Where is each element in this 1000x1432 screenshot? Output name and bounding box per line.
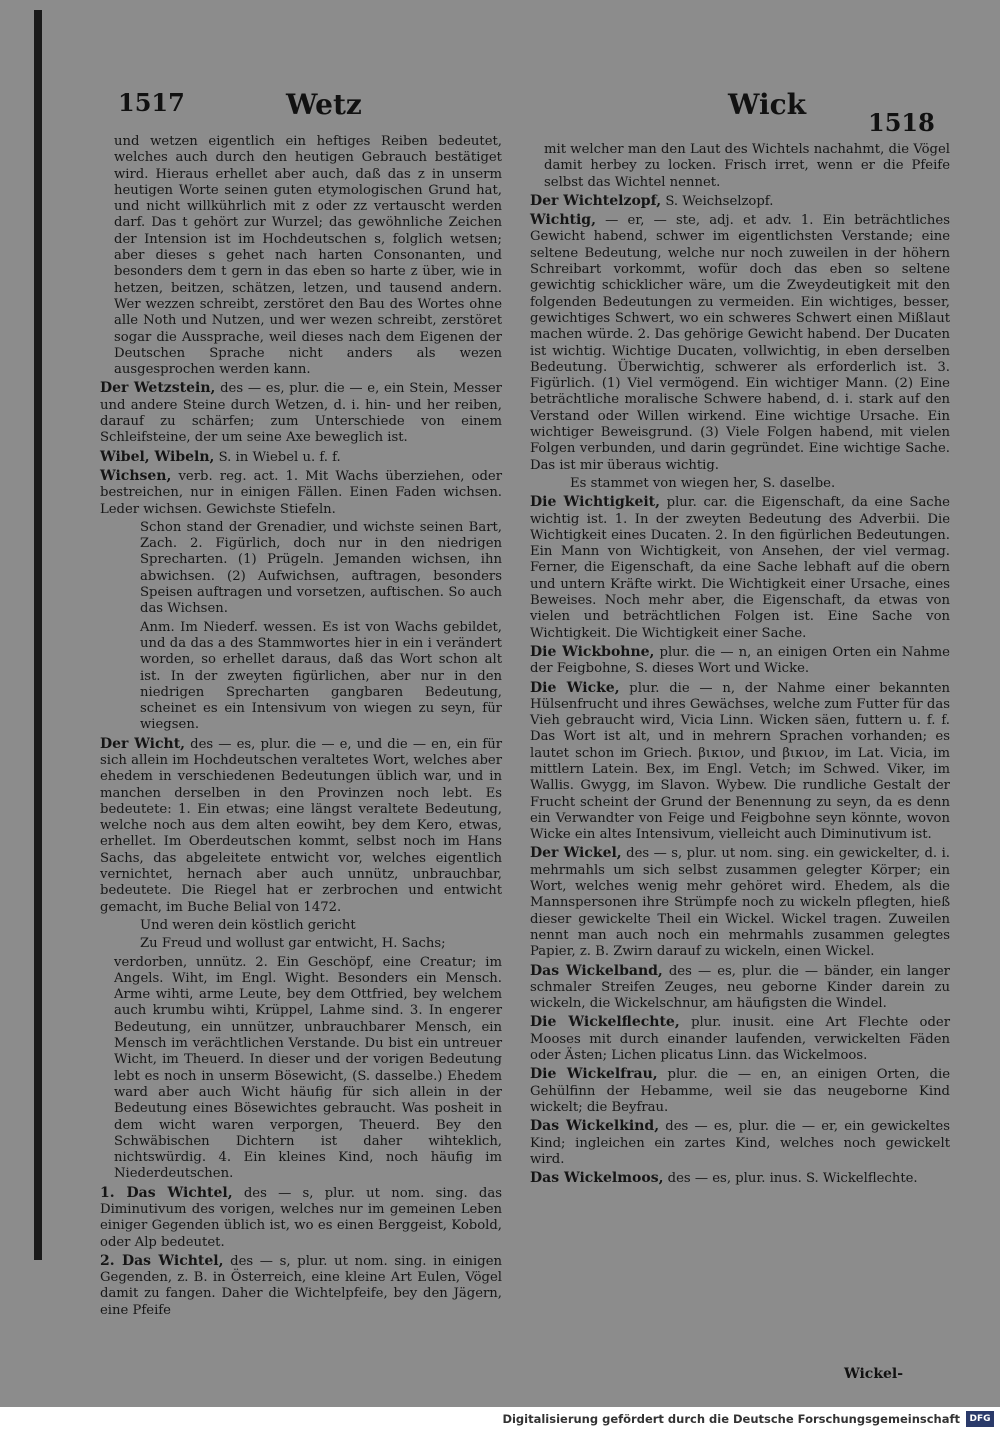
dictionary-entry (530, 494, 950, 642)
dictionary-entry (100, 955, 502, 1183)
dictionary-entry (530, 644, 950, 678)
left-column (100, 134, 502, 1321)
entry-lemma: Der Wickel, (530, 845, 622, 862)
entry-text: plur. die — n, an einigen Orten ein Nahme der Feigbohne, S. dieses Wort und Wicke. (530, 644, 950, 677)
entry-lemma: 2. Das Wichtel, (100, 1252, 224, 1269)
entry-lemma: Die Wickelfrau, (530, 1066, 658, 1083)
dictionary-entry (530, 963, 950, 1013)
dictionary-entry (100, 1185, 502, 1251)
entry-lemma: Das Wickelkind, (530, 1118, 660, 1135)
dictionary-entry (100, 520, 502, 618)
entry-lemma: 1. Das Wichtel, (100, 1184, 233, 1201)
entry-lemma: Der Wetzstein, (100, 380, 216, 397)
entry-lemma: Wichsen, (100, 467, 172, 484)
entry-lemma: Die Wickelflechte, (530, 1014, 680, 1031)
dictionary-entry (530, 476, 950, 492)
entry-text: Zu Freud und wollust gar entwicht, H. Sachs; (140, 936, 446, 952)
dfg-logo: DFG (966, 1411, 994, 1427)
entry-text: plur. die — n, der Nahme einer bekannten Hülsenfrucht und ihres Gewächses, welche zum Futter für das Vieh gebraucht wird, Vicia Linn. Wicken säen, futtern u. f. f. Das Wort ist alt, und in mehrern Sprachen vorhanden; es lautet schon im Griech. βικιον, und βικιον, im Lat. Vicia, im mittlern Latein. Bex, im Engl. Vetch; im Schwed. Viker, im Wallis. Gwygg, im Slavon. Wybew. Die rundliche Gestalt der Frucht scheint der Grund der Benennung zu seyn, da es denn ein Verwandter von Feige und Feigbohne seyn könnte, wovon Wicke ein altes Intensivum, vielleicht auch Diminutivum ist. (530, 680, 950, 843)
dictionary-entry (100, 134, 502, 378)
entry-text: des — es, plur. inus. S. Wickelflechte. (663, 1171, 918, 1187)
entry-lemma: Die Wichtigkeit, (530, 494, 661, 511)
entry-text: Und weren dein köstlich gericht (140, 917, 356, 933)
entry-text: des — s, plur. ut nom. sing. in einigen Gegenden, z. B. in Österreich, eine kleine Art Eulen, Vögel damit zu fangen. Daher die Wichtelpfeife, bey den Jägern, eine Pfeife (100, 1253, 502, 1318)
entry-lemma: Der Wicht, (100, 735, 186, 752)
dictionary-entry (530, 1014, 950, 1064)
dictionary-entry (100, 380, 502, 446)
entry-text: des — es, plur. die — er, ein gewickeltes Kind; ingleichen ein zartes Kind, welches noch gewickelt wird. (530, 1119, 950, 1167)
dictionary-entry (100, 620, 502, 734)
dictionary-entry (100, 449, 502, 466)
footer-bar (0, 1407, 1000, 1432)
page-number-right: 1518 (868, 108, 935, 137)
entry-text: des — s, plur. ut nom. sing. ein gewickelter, d. i. mehrmahls um sich selbst zusammen gelegter Körper; ein Wort, welches wenig mehr gehöret wird. Ehedem, als die Mannspersonen ihre Strümpfe noch zu wickeln pflegten, hieß dieser gewickelte Theil ein Wickel. Wickel tragen. Zuweilen nennt man auch noch ein mehrmahls zusammen gelegtes Papier, z. B. Zwirn darauf zu wickeln, einen Wickel. (530, 846, 950, 960)
entry-text: verdorben, unnütz. 2. Ein Geschöpf, eine Creatur; im Angels. Wiht, im Engl. Wight. Besonders ein Mensch. Arme wihti, arme Leute, bey dem Ottfried, bey welchem auch krumbu wihti, Krüppel, Lahme sind. 3. In engerer Bedeutung, ein unnützer, unbrauchbarer Mensch, ein Mensch im verächtlichen Verstande. Du bist ein untreuer Wicht, im Theuerd. In dieser und der vorigen Bedeutung lebt es noch in unserm Bösewicht, (S. dasselbe.) Ehedem ward aber auch Wicht häufig für sich allein in der Bedeutung eines Bösewichtes gebraucht. Was posheit in dem wicht waren verporgen, Theuerd. Bey den Schwäbischen Dichtern ist daher wihteklich, nichtswürdig. 4. Ein kleines Kind, noch häufig im Niederdeutschen. (114, 954, 502, 1182)
dictionary-entry (530, 1118, 950, 1168)
entry-lemma: Die Wicke, (530, 679, 620, 696)
entry-text: des — es, plur. die — bänder, ein langer schmaler Streifen Zeuges, neu geborne Kinder darein zu wickeln, die Wickelschnur, am häufigsten die Windel. (530, 963, 950, 1012)
entry-text: — er, — ste, adj. et adv. 1. Ein beträchtliches Gewicht habend, schwer im eigentlichsten Verstande; eine seltene Bedeutung, welche nur noch zuweilen in der höhern Schreibart vorkommt, wofür doch das eben so seltene gewichtig schicklicher wäre, um die Zweydeutigkeit mit den folgenden Bedeutungen zu vermeiden. Ein wichtiges, besser, gewichtiges Schwert, wo ein schweres Schwert einen Mißlaut machen würde. 2. Das gehörige Gewicht habend. Der Ducaten ist wichtig. Wichtige Ducaten, vollwichtig, in eben derselben Bedeutung. Überwichtig, schwerer als erforderlich ist. 3. Figürlich. (1) Viel vermögend. Ein wichtiger Mann. (2) Eine beträchtliche moralische Schwere habend, d. i. stark auf den Verstand oder Willen wirkend. Eine wichtige Ursache. Ein wichtiger Beweisgrund. (3) Viele Folgen habend, mit vielen Folgen verbunden, und darin gegründet. Eine wichtige Sache. Das ist mir überaus wichtig. (530, 213, 950, 473)
entry-text: Anm. Im Niederf. wessen. Es ist von Wachs gebildet, und da das a des Stammwortes hier in ein i verändert worden, so erhellet daraus, daß das Wort schon alt ist. In der zweyten figürlichen, aber nur in den niedrigen Sprecharten gangbaren Bedeutung, scheinet es ein Intensivum von wiegen zu seyn, für wiegsen. (140, 619, 502, 733)
entry-text: plur. inusit. eine Art Flechte oder Mooses mit durch einander laufenden, verwickelten Fäden oder Ästen; Lichen plicatus Linn. das Wickelmoos. (530, 1015, 950, 1064)
entry-lemma: Wichtig, (530, 212, 596, 229)
dictionary-entry (530, 193, 950, 210)
entry-text: Es stammet von wiegen her, S. daselbe. (570, 475, 836, 491)
entry-text: des — es, plur. die — e, ein Stein, Messer und andere Steine durch Wetzen, d. i. hin- und her reiben, darauf zu schärfen; zum Unterschiede von einem Schleifsteine, der um seine Axe beweglich ist. (100, 381, 502, 446)
dictionary-entry (530, 1170, 950, 1187)
catchword: Wickel- (844, 1366, 904, 1382)
entry-text: verb. reg. act. 1. Mit Wachs überziehen, oder bestreichen, nur in einigen Fällen. Einen Faden wichsen. Leder wichsen. Gewichste Stiefeln. (100, 468, 502, 517)
entry-lemma: Der Wichtelzopf, (530, 192, 662, 209)
entry-lemma: Wibel, Wibeln, (100, 448, 215, 465)
entry-text: des — es, plur. die — e, und die — en, ein für sich allein im Hochdeutschen veraltetes Wort, welches aber ehedem in verschiedenen Bedeutungen üblich war, und in manchen derselben in den Provinzen noch lebt. Es bedeutete: 1. Ein etwas; eine längst veraltete Bedeutung, welche noch aus dem alten eowiht, bey dem Kero, etwas, erhellet. Im Oberdeutschen kommt, selbst noch im Hans Sachs, das abgeleitete entwicht vor, welches eigentlich vernichtet, hernach aber auch unnütz, unbrauchbar, bedeutete. Die Riegel hat er zerbrochen und entwicht gemacht, im Buche Belial von 1472. (100, 736, 502, 915)
footer-credit: Digitalisierung gefördert durch die Deutsche Forschungsgemeinschaft (502, 1412, 960, 1426)
entry-text: Schon stand der Grenadier, und wichste seinen Bart, Zach. 2. Figürlich, doch nur in den niedrigen Sprecharten. (1) Prügeln. Jemanden wichsen, ihn abwichsen. (2) Aufwichsen, auftragen, besonders Speisen auftragen und vorsetzen, auftischen. So auch das Wichsen. (140, 519, 502, 617)
entry-text: mit welcher man den Laut des Wichtels nachahmt, die Vögel damit herbey zu locken. Frisch irret, wenn er die Pfeife selbst das Wichtel nennet. (544, 142, 950, 190)
entry-text: und wetzen eigentlich ein heftiges Reiben bedeutet, welches auch durch den heutigen Gebrauch bestätiget wird. Hieraus erhellet aber auch, daß das z in unserm heutigen Worte seinen guten etymologischen Grund hat, und nicht willkührlich mit z oder zz vertauscht werden darf. Das t gehört zur Wurzel; das gewöhnliche Zeichen der Intension ist im Hochdeutschen s, folglich wetsen; aber dieses s gehet nach harten Consonanten, und besonders dem t gern in das eben so harte z über, wie in hetzen, beitzen, schätzen, letzen, und tausend andern. Wer wezzen schreibt, zerstöret den Bau des Wortes ohne alle Noth und Nutzen, und wer wezen schreibt, zerstöret sogar die Aussprache, weil dieses nach dem Eigenen der Deutschen Sprache nicht anders als wezen ausgesprochen werden kann. (114, 134, 502, 378)
dictionary-entry (530, 680, 950, 844)
dictionary-entry (530, 845, 950, 960)
entry-lemma: Das Wickelband, (530, 962, 663, 979)
dictionary-entry (100, 736, 502, 916)
entry-text: plur. car. die Eigenschaft, da eine Sache wichtig ist. 1. In der zweyten Bedeutung des Adverbii. Die Wichtigkeit eines Ducaten. 2. In den figürlichen Bedeutungen. Ein Mann von Wichtigkeit, von Ansehen, der viel vermag. Ferner, die Eigenschaft, da eine Sache lebhaft auf die obern und untern Kräfte wirkt. Die Wichtigkeit einer Ursache, eines Beweises. Noch mehr aber, die Eigenschaft, da etwas von vielen und beträchtlichen Folgen ist. Eine Sache von Wichtigkeit. Die Wichtigkeit einer Sache. (530, 495, 950, 641)
entry-text: plur. die — en, an einigen Orten, die Gehülfinn der Hebamme, weil sie das neugeborne Kind wickelt; die Beyfrau. (530, 1067, 950, 1115)
entry-lemma: Die Wickbohne, (530, 643, 655, 660)
right-column (530, 142, 950, 1189)
dictionary-entry (100, 1253, 502, 1319)
entry-text: des — s, plur. ut nom. sing. das Diminutivum des vorigen, welches nur im gemeinen Leben einiger Gegenden üblich ist, wo es einen Berggeist, Kobold, oder Alp bedeutet. (100, 1185, 502, 1250)
running-head-left: Wetz (286, 88, 362, 121)
entry-text: S. Weichselzopf. (661, 193, 774, 209)
dictionary-entry (100, 468, 502, 518)
entry-text: S. in Wiebel u. f. f. (214, 449, 341, 465)
running-head-right: Wick (728, 88, 807, 121)
page-number-left: 1517 (118, 88, 185, 117)
entry-lemma: Das Wickelmoos, (530, 1170, 664, 1187)
dictionary-entry (100, 936, 502, 952)
dictionary-entry (100, 918, 502, 934)
dictionary-entry (530, 142, 950, 191)
page-edge-shadow (34, 10, 42, 1260)
dictionary-entry (530, 1066, 950, 1116)
dictionary-entry (530, 212, 950, 474)
